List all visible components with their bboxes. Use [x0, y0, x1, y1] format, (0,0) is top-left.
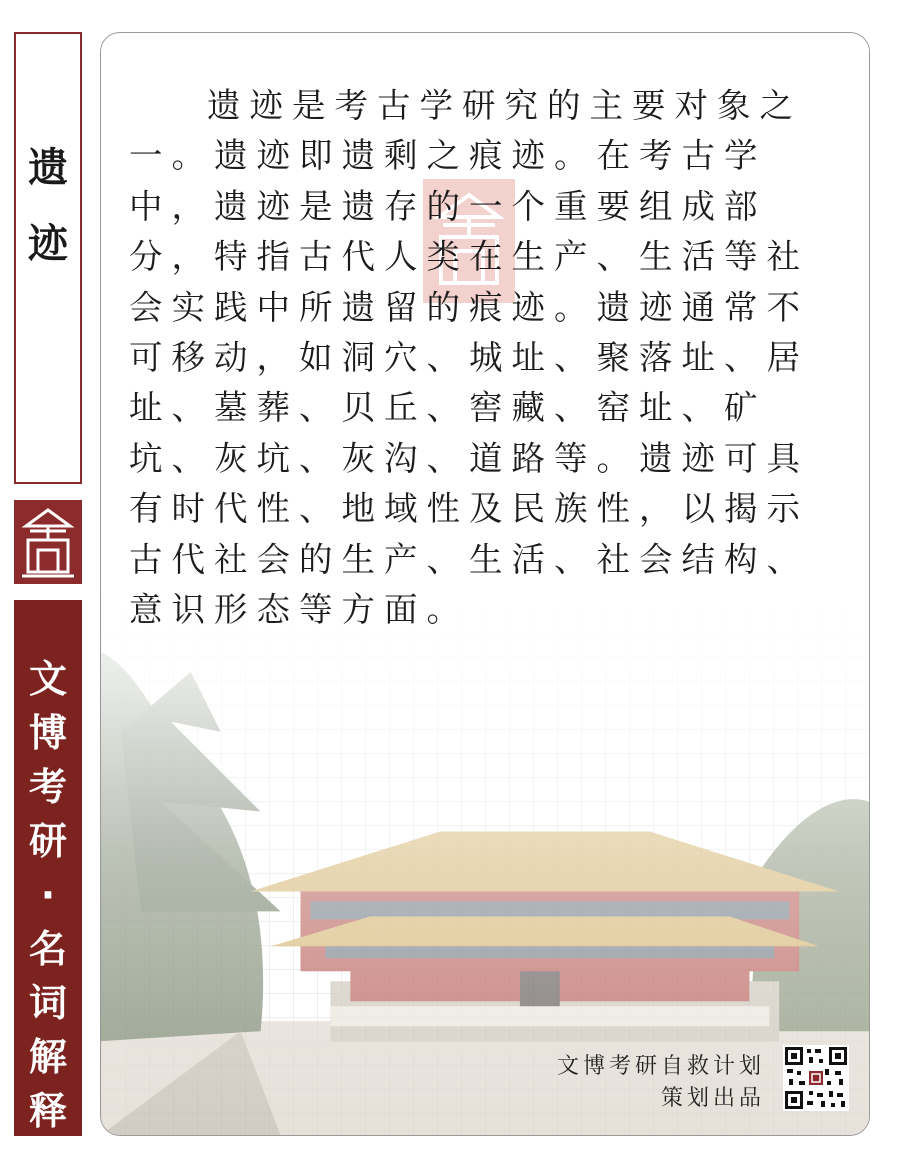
term-box: [14, 32, 82, 484]
series-title-char: 研: [28, 819, 67, 863]
series-title-char: 解: [28, 1035, 67, 1079]
definition-card: [100, 32, 870, 1136]
series-title-char: 考: [28, 765, 67, 809]
museum-seal-icon: [14, 500, 82, 584]
seal-graphic: [14, 500, 82, 584]
term-char-2: 迹: [28, 221, 68, 267]
series-title-char: 词: [28, 981, 67, 1025]
series-title-char: 释: [28, 1089, 67, 1133]
series-title-char: 博: [28, 711, 67, 755]
credit-line-1: 文博考研自救计划: [556, 1054, 765, 1079]
series-title-char: ·: [40, 873, 56, 917]
series-title-char: 文: [28, 657, 67, 701]
series-title-bar: [14, 600, 82, 1136]
term-char-1: 遗: [28, 145, 68, 191]
series-title-char: 名: [28, 927, 67, 971]
qr-code-icon[interactable]: [783, 1045, 849, 1111]
definition-text: 遗迹是考古学研究的主要对象之一。遗迹即遗剩之痕迹。在考古学中，遗迹是遗存的一个重要组成部分，特指古代人类在生产、生活等社会实践中所遗留的痕迹。遗迹通常不可移动，如洞穴、城址、聚落址、居址、墓葬、贝丘、窖藏、窑址、矿坑、灰坑、灰沟、道路等。遗迹可具有时代性、地域性及民族性，以揭示古代社会的生产、生活、社会结构、意识形态等方面。: [129, 86, 809, 630]
credit-line-2: 策划出品: [660, 1086, 765, 1111]
qr-code-graphic: [783, 1045, 849, 1111]
